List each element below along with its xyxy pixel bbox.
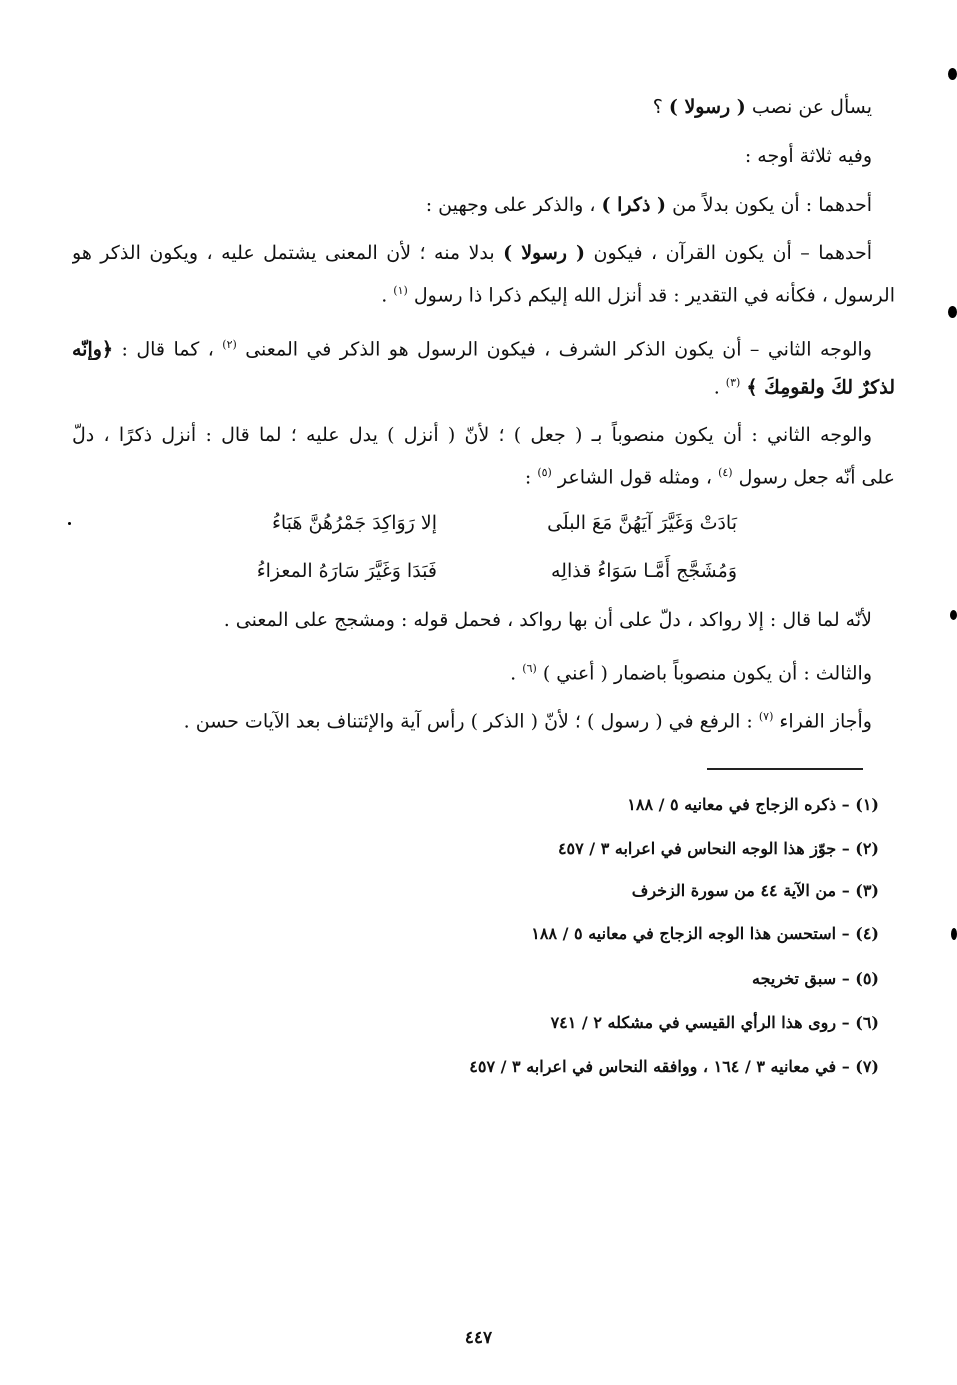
body-line-2: وفيه ثلاثة أوجه :	[744, 145, 872, 167]
footnote-3: (٣) – من الآية ٤٤ من سورة الزخرف	[631, 881, 879, 900]
stray-dot	[68, 522, 71, 525]
verse-1-first-hemistich: بَادَتْ وَغَيَّرَ آيَهُنَّ مَعَ البلَى	[547, 512, 737, 534]
footnote-1: (١) – ذكره الزجاج في معانيه ٥ / ١٨٨	[627, 795, 879, 814]
body-line-9: على أنّه جعل رسول $^{(٤)}$ ، ومثله قول الشاعر $^{(٥)}$ :	[524, 466, 895, 489]
body-line-5: الرسول ، فكأنه في التقدير : قد أنزل الله إليكم ذكرا ذا رسول $^{(١)}$ .	[381, 284, 895, 307]
footnote-ref: (٦)	[522, 662, 537, 675]
body-line-11: والثالث : أن يكون منصوباً باضمار ( أعني ) $^{(٦)}$ .	[510, 662, 872, 685]
footnote-4: (٤) – استحسن هذا الوجه الزجاج في معانيه ٥ / ١٨٨	[531, 924, 879, 943]
verse-2-first-hemistich: وَمُشَجَّج أَمَّـا سَوَاءُ قذالِه	[550, 560, 737, 582]
footnote-6: (٦) – روى هذا الرأي القيسي في مشكله ٢ / ٧٤١	[550, 1013, 879, 1032]
body-line-7: لذكرٌ لكَ ولقومِكَ ﴾ $^{(٣)}$ .	[713, 376, 895, 399]
page-number: ٤٤٧	[464, 1328, 493, 1348]
footnote-ref: (٧)	[758, 710, 774, 723]
footnote-7: (٧) – في معانيه ٣ / ١٦٤ ، ووافقه النحاس في اعرابه ٣ / ٤٥٧	[469, 1057, 879, 1076]
body-line-6: والوجه الثاني – أن يكون الذكر الشرف ، فيكون الرسول هو الذكر في المعنى $^{(٢)}$ ، كما قال : ﴿وإنّه	[72, 338, 872, 360]
footnote-ref: (٣)	[725, 376, 741, 389]
binding-hole-mark	[951, 928, 957, 940]
footnote-ref: (٥)	[537, 466, 552, 479]
footnote-separator	[707, 768, 863, 770]
body-line-10: لأنّه لما قال : إلا رواكد ، دلّ على أن بها رواكد ، فحمل قوله : ومشجج على المعنى .	[223, 609, 872, 631]
body-line-12: وأجاز الفراء $^{(٧)}$ : الرفع في ( رسول ) ؛ لأنّ ( الذكر ) رأس آية والإئتناف بعد الآيات حسن .	[183, 710, 872, 733]
footnote-ref: (١)	[393, 284, 408, 297]
body-line-4: أحدهما – أن يكون القرآن ، فيكون ( رسولا ) بدلا منه ؛ لأن المعنى يشتمل عليه ، ويكون الذكر هو	[72, 242, 872, 264]
binding-hole-mark	[950, 610, 957, 620]
verse-2-second-hemistich: فَبَدَا وَغَيَّرَ سَارَهُ المعزاءُ	[256, 560, 437, 582]
body-line-1: يسأل عن نصب ( رسولا ) ؟	[652, 96, 872, 118]
binding-hole-mark	[948, 306, 957, 318]
quran-quote: ﴿وإنّه	[72, 338, 114, 360]
footnote-2: (٢) – جوّز هذا الوجه النحاس في اعرابه ٣ / ٤٥٧	[557, 839, 879, 858]
footnote-ref: (٤)	[718, 466, 733, 479]
quran-quote: لذكرٌ لكَ ولقومِكَ ﴾	[746, 376, 895, 399]
binding-hole-mark	[948, 68, 957, 80]
footnote-5: (٥) – سبق تخريجه	[752, 969, 879, 988]
footnote-ref: (٢)	[222, 338, 237, 351]
body-line-8: والوجه الثاني : أن يكون منصوباً بـ ( جعل ) ؛ لأنّ ( أنزل ) يدل عليه ؛ لما قال : أنزل ذكرًا ، دلّ	[72, 424, 872, 446]
body-line-3: أحدهما : أن يكون بدلاً من ( ذكرا ) ، والذكر على وجهين :	[425, 194, 872, 216]
verse-1-second-hemistich: إلا رَوَاكِدَ جَمْرُهُنَّ هَبَاءُ	[271, 512, 437, 534]
